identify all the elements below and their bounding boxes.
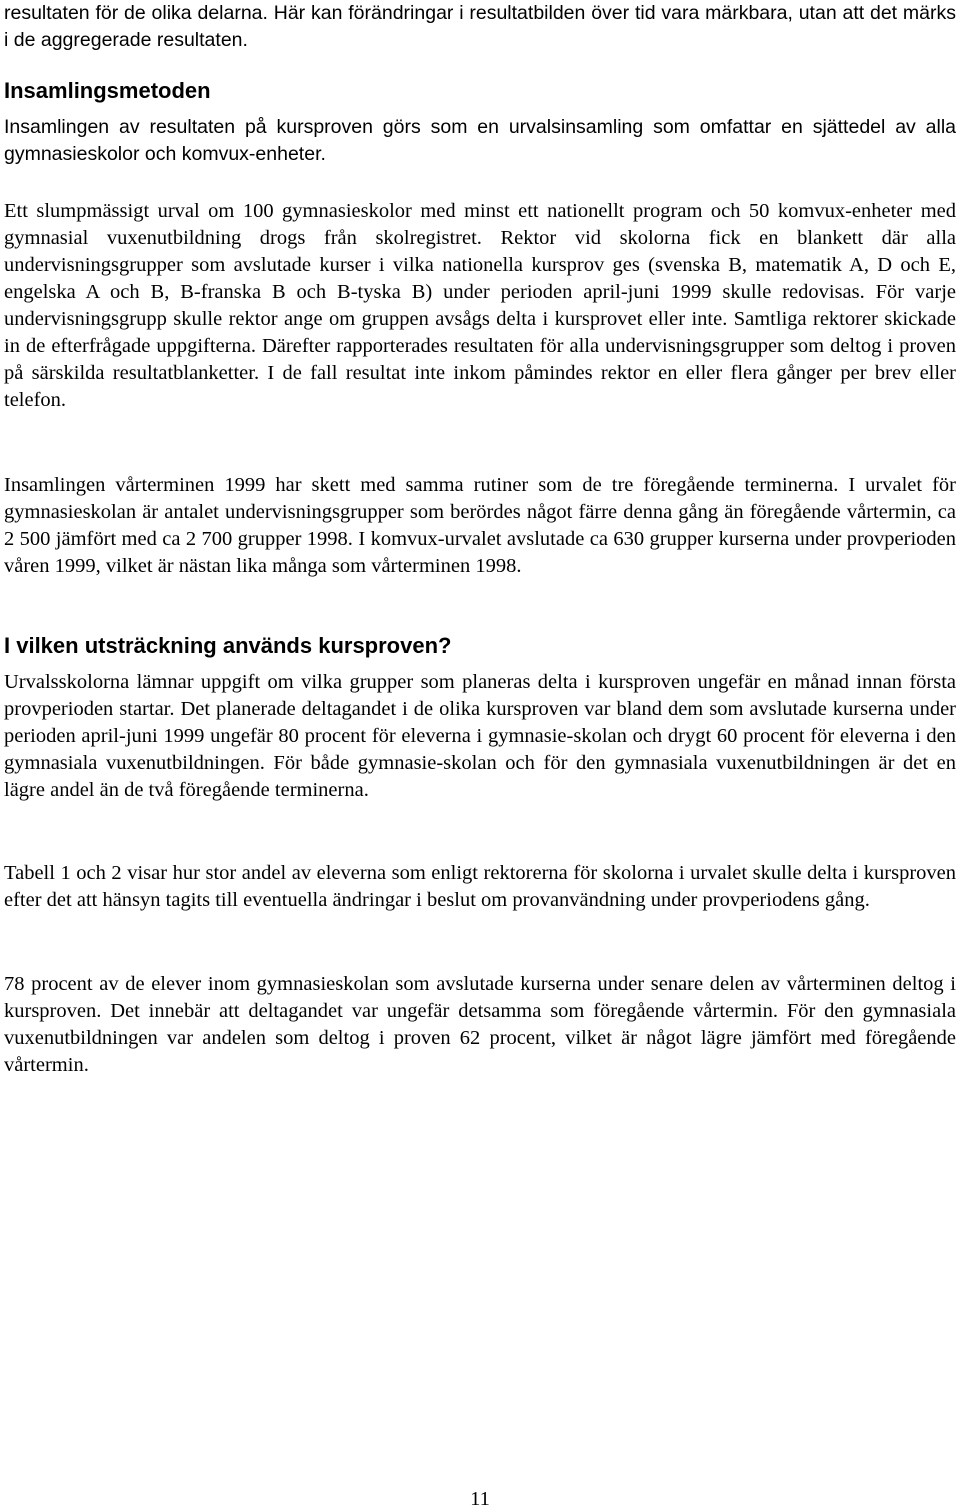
document-page (4, 0, 956, 1511)
paragraph-text: Ett slumpmässigt urval om 100 gymnasieskolor med minst ett nationellt program och 50 komvux-enheter med gymnasial vuxenutbildning drogs från skolregistret. Rektor vid skolorna fick en blankett där alla undervisningsgrupper som avslutade kurser i vilka nationella kursprov ges (svenska B, matematik A, D och E, engelska A och B, B-franska B och B-tyska B) under perioden april-juni 1999 skulle redovisas. För varje undervisningsgrupp skulle rektor ange om gruppen avsågs delta i kursprovet eller inte. Samtliga rektorer skickade in de efterfrågade uppgifterna. Därefter rapporterades resultaten för alla undervisningsgrupper som deltog i proven på särskilda resultatblanketter. I de fall resultat inte inkom påmindes rektor en eller flera gånger per brev eller telefon. (4, 200, 956, 411)
paragraph-deltagande (4, 971, 956, 1079)
page-number: 11 (470, 1488, 490, 1510)
paragraph-slumpmassigt-urval (4, 198, 956, 414)
paragraph-text: Insamlingen vårterminen 1999 har skett med samma rutiner som de tre föregående terminerna. I urvalet för gymnasieskolan är antalet undervisningsgrupper som berördes något färre denna gång än föregående vårtermin, ca 2 500 jämfört med ca 2 700 grupper 1998. I komvux-urvalet avslutade ca 630 grupper kurserna under provperioden våren 1999, vilket är nästan lika många som vårterminen 1998. (4, 474, 956, 577)
section-heading-insamlingsmetoden: Insamlingsmetoden (4, 78, 211, 103)
paragraph-insamlingen-omfattning (4, 114, 956, 168)
paragraph-insamlingen-vartermin (4, 472, 956, 580)
paragraph-text: Tabell 1 och 2 visar hur stor andel av eleverna som enligt rektorerna för skolorna i urvalet skulle delta i kursproven efter det att hänsyn tagits till eventuella ändringar i beslut om provanvändning under provperiodens gång. (4, 862, 956, 911)
paragraph-text: Insamlingen av resultaten på kursproven görs som en urvalsinsamling som omfattar en sjättedel av alla gymnasieskolor och komvux-enheter. (4, 116, 956, 165)
paragraph-text: Urvalsskolorna lämnar uppgift om vilka grupper som planeras delta i kursproven ungefär en månad innan första provperioden startar. Det planerade deltagandet i de olika kursproven var bland dem som avslutade kurserna under perioden april-juni 1999 ungefär 80 procent för eleverna i gymnasie-skolan och drygt 60 procent för eleverna i den gymnasiala vuxenutbildningen. För både gymnasie-skolan och för den gymnasiala vuxenutbildningen är det en lägre andel än de två föregående terminerna. (4, 671, 956, 801)
intro-paragraph-text: resultaten för de olika delarna. Här kan förändringar i resultatbilden över tid vara märkbara, utan att det märks i de aggregerade resultaten. (4, 2, 956, 51)
paragraph-text: 78 procent av de elever inom gymnasieskolan som avslutade kurserna under senare delen av vårterminen deltog i kursproven. Det innebär att deltagandet var ungefär detsamma som föregående vårtermin. För den gymnasiala vuxenutbildningen var andelen som deltog i proven 62 procent, vilket är något lägre jämfört med föregående vårtermin. (4, 973, 956, 1076)
paragraph-tabell (4, 860, 956, 914)
intro-paragraph (4, 0, 956, 54)
section-heading-utstrackning: I vilken utsträckning används kursproven? (4, 633, 452, 658)
paragraph-urvalsskolorna (4, 669, 956, 804)
